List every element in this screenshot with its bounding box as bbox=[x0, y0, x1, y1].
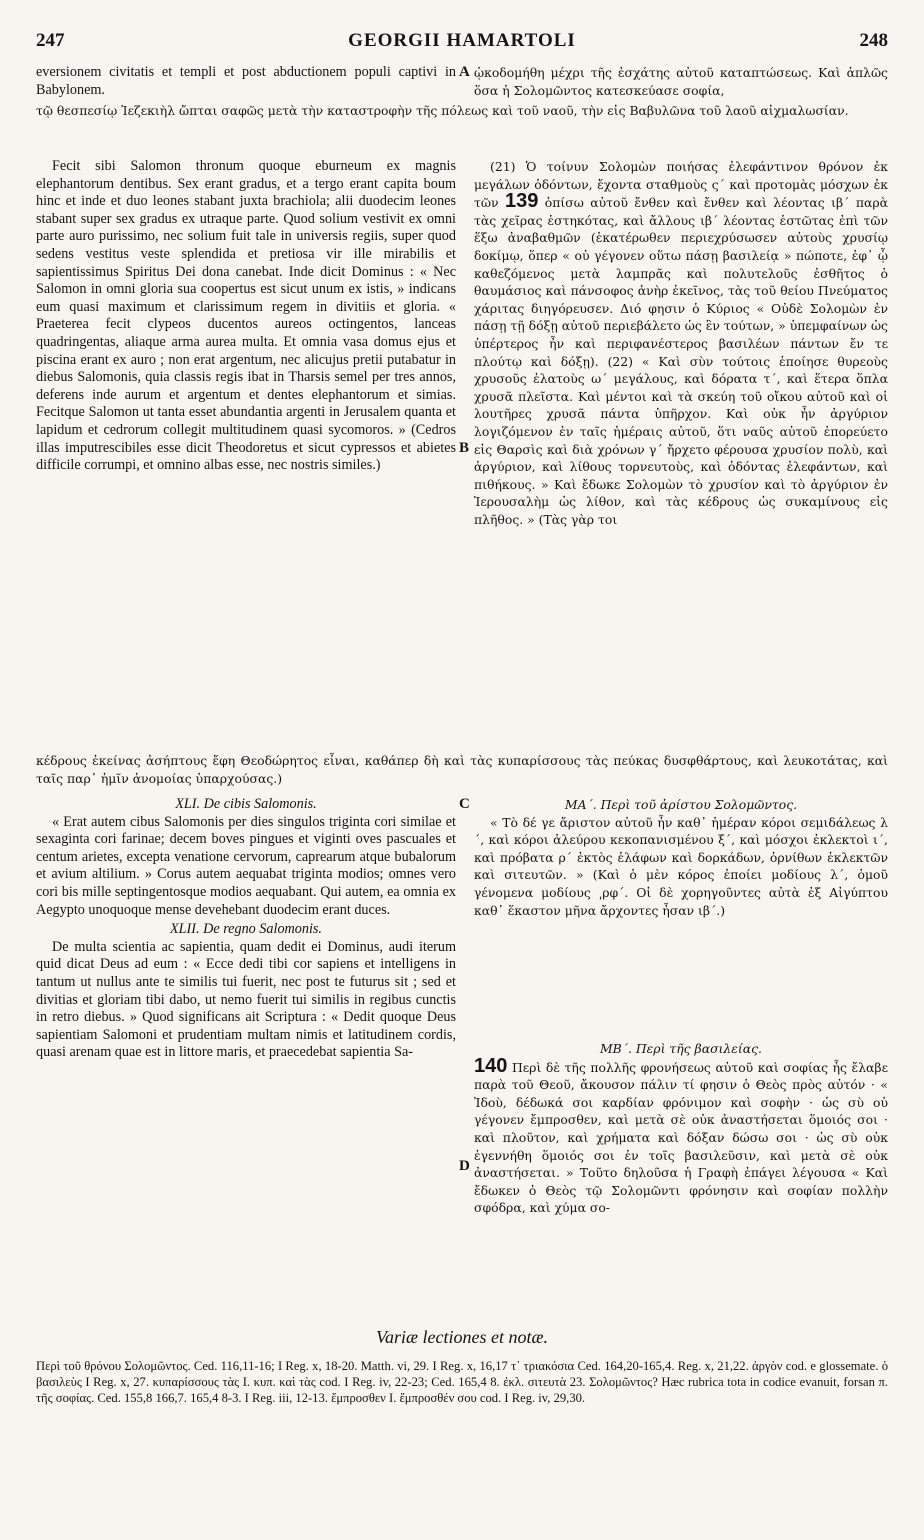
greek-paragraph-2-start: (21) Ὁ τοίνυν Σολομὼν ποιήσας ἐλεφάντινον θρόνον ἐκ μεγάλων ὀδόντων, ἔχοντα σταθμοὺς ς´ καὶ προτομὰς μόσχων ἐκ τῶν bbox=[474, 159, 888, 211]
latin-paragraph-4: De multa scientia ac sapientia, quam dedit ei Dominus, audi iterum quid dicat Deus ad eum : « Ecce dedi tibi cor sapiens et intelligens in tantum ut nullus ante te similis tui fuerit, nec post te futurus sit ; sed et divitias et gloriam tibi dabo, ut nemo fuerit tui similis in regibus cunctis in retro diebus. » Quod significans ait Scriptura : « Dedit quoque Deus sapientiam Salomoni et prudentiam multam nimis et latitudinem cordis, quasi arenam quae est in littore maris, et praecedebat sapientia Sa- bbox=[36, 938, 456, 1061]
greek-paragraph-4 bbox=[474, 1054, 888, 1217]
greek-heading-ma: ΜΑ´. Περὶ τοῦ ἀρίστου Σολομῶντος. bbox=[564, 797, 798, 812]
full-width-line-1: τῷ θεσπεσίῳ Ἰεζεκιὴλ ὤπται σαφῶς μετὰ τὴν καταστροφὴν τῆς πόλεως καὶ τοῦ ναοῦ, τὴν εἰς Βαβυλῶνα τοῦ λαοῦ αἰχμαλωσίαν. bbox=[36, 103, 849, 118]
margin-mark-d: D bbox=[459, 1158, 470, 1174]
greek-paragraph-3: « Τὸ δέ γε ἄριστον αὐτοῦ ἦν καθ᾽ ἡμέραν κόροι σεμιδάλεως λ´, καὶ κόροι ἀλεύρου κεκοπανισμένου ξ´, καὶ μόσχοι ἐκλεκτοὶ ι´, καὶ πρόβατα ρ´ ἐκτὸς ἐλάφων καὶ δορκάδων, ὀρνίθων ἐκλεκτῶν καὶ σιτευτῶν. » (Καὶ ὁ μὲν κόρος ἐποίει μοδίους λ´, ὁμοῦ γένομενα μοδίους ͵ρφ´. Οἱ δὲ χορηγοῦντες αὐτὰ ἐξ Αἰγύπτου καθ᾽ ἕκαστον μῆνα ἄρχοντες ἦσαν ιβ´.) bbox=[474, 814, 888, 918]
column-number-139: 139 bbox=[504, 190, 539, 213]
latin-paragraph-2: Fecit sibi Salomon thronum quoque eburneum ex magnis elephantorum dentibus. Sex erant gradus, et a tergo erant capita boum hinc et inde et duo leones stabant juxta brachiola; alii duodecim leones stabant super sex gradus ex utraque parte. Quod solium vestivit ex omni parte auro purissimo, nec solium fuit tale in universis regiis, super quod sedens vestitus veste splendida et pretiosa vir ille mirabilis et sapientissimus Spiritus Dei dona canebat. Inde dicit Dominus : « Nec Salomon in omni gloria sua coopertus est sicut unum ex istis, » indicans eum quasi maximum et clarissimum regem in divitiis et gloria. « Praeterea fecit clypeos ducentos aureos octingentos, lanceas quadringentas, aliaque arma aurea multa. Et omnia vasa domus ejus et piscina erant ex auro ; non erat argentum, nec alicujus pretii putabatur in diebus Salomonis, quia classis regis ibat in Tharsis semel per tres annos, deferens inde aurum et argentum et dentes elephantorum et simias. Fecitque Salomon ut tanta esset abundantia argenti in Jerusalem quanta et lapidum et cedrorum collegit multitudinem quasi sycomoros. » (Cedros illas imputrescibiles esse dicit Theodoretus et sicut cypressos et abietes difficile corrumpi, et omnino albas esse, nec nostris similes.) bbox=[36, 158, 456, 474]
latin-heading-xli: XLI. De cibis Salomonis. bbox=[175, 796, 317, 812]
notes-title: Variæ lectiones et notæ. bbox=[376, 1327, 548, 1347]
greek-paragraph-2-rest: ὀπίσω αὐτοῦ ἔνθεν καὶ ἔνθεν καὶ λέοντας ιβ´ παρὰ τὰς χεῖρας ἑστηκότας, καὶ ἄλλους ιβ´ λέοντας ἑστῶτας ἐπὶ τῶν ἕξω ἀναβαθμῶν (ἑκατέρωθεν περιεχρύσωσεν αὐτοὺς χρυσίῳ δοκίμῳ, ὅπερ « οὐ γέγονεν οὕτω πάσῃ βασιλείᾳ » πώποτε, ἐφ᾽ ᾧ καθεζόμενος μετὰ λαμπρᾶς καὶ πολυτελοῦς ἐσθῆτος ὁ θαυμάσιος καὶ πάνσοφος ἀνὴρ ἐκεῖνος, τὰς τοῦ θείου Πνεύματος χάριτας διηγόρευσεν. Διό φησιν ὁ Κύριος « Οὐδὲ Σολομὼν ἐν πάσῃ τῇ δόξῃ αὐτοῦ περιεβάλετο ὡς ἓν τούτων, » ὑπεμφαίνων ὡς ὑπέρτερος ἦν καὶ περιφανέστερος βασιλέων πάντων ἔν τε πλούτῳ καὶ δόξῃ). (22) « Καὶ σὺν τούτοις ἐποίησε θυρεοὺς χρυσοῦς ἐλατοὺς ω´ μεγάλους, καὶ δόρατα τ´, καὶ ἕτερα ὅπλα χρυσᾶ πλεῖστα. Καὶ μέντοι καὶ τὰ σκεύη τοῦ οἴκου αὐτοῦ καὶ οἱ λουτῆρες χρυσᾶ πάντα ὑπῆρχον. Καὶ οὐκ ἦν ἀργύριον λογιζόμενον ἐν ταῖς ἡμέραις αὐτοῦ, ὅτι ναῦς αὐτοῦ ἐπορεύετο εἰς Θαρσὶς καὶ διὰ χρόνων γ´ ἤρχετο φέρουσα χρυσίον πολὺ, καὶ ἀργύριον, καὶ λίθους τορνευτοὺς, καὶ ὀδόντας ἐλεφάντων, καὶ πιθήκους. » Καὶ ἔδωκε Σολομὼν τὸ χρυσίον καὶ τὸ ἀργύριον ἐν Ἱερουσαλὴμ ὡς λίθον, καὶ τὰς κέδρους ὡς συκαμίνους εἰς πλῆθος. » (Τὰς γὰρ τοι bbox=[474, 195, 888, 527]
margin-mark-a: A bbox=[459, 64, 470, 80]
greek-paragraph-4-text: Περὶ δὲ τῆς πολλῆς φρονήσεως αὐτοῦ καὶ σοφίας ἧς ἔλαβε παρὰ τοῦ Θεοῦ, ἄκουσον πάλιν τί φησιν ὁ Θεὸς πρὸς αὐτόν · « Ἰδοὺ, δέδωκά σοι καρδίαν φρόνιμον καὶ σοφὴν · ὡς σὺ οὐ γέγονεν ἔμπροσθεν, καὶ μετὰ σὲ οὐκ ἀναστήσεται ὅμοιός σοι · καὶ πλοῦτον, καὶ χρήματα καὶ δόξαν δώσω σοι · ὡς σὺ οὐκ ἐγεννήθη ὅμοιός σοι ἐν τοῖς βασιλεῦσιν, καὶ μετὰ σὲ οὐκ ἀναστήσεται. » Τοῦτο δηλοῦσα ἡ Γραφὴ ἐπάγει λέγουσα « Καὶ ἔδωκεν ὁ Θεὸς τῷ Σολομῶντι φρόνησιν καὶ σοφίαν πολλὴν σφόδρα, καὶ χύμα σο- bbox=[474, 1059, 888, 1216]
greek-column-top bbox=[474, 64, 888, 99]
notes-text: Περὶ τοῦ θρόνου Σολομῶντος. Ced. 116,11-16; I Reg. x, 18-20. Matth. vi, 29. I Reg. x, 16,17 τ᾽ τριακόσια Ced. 164,20-165,4. Reg. x, 21,22. ἀργὸν cod. e glossemate. ὁ βασιλεὺς I Reg. x, 27. κυπαρίσσους τὰς I. κυπ. καὶ τὰς cod. I Reg. iv, 22-23; Ced. 165,4 8. ἐκλ. σιτευτὰ 23. Σολομῶντος? Hæc rubrica tota in codice evanuit, forsan π. τῆς σοφίας. Ced. 155,8 166,7. 165,4 8-3. I Reg. iii, 12-13. ἔμπροσθεν I. ἔμπροσθέν σου cod. I Reg. iv, 29,30. bbox=[36, 1359, 888, 1405]
latin-column-top bbox=[36, 64, 456, 99]
right-page-number: 248 bbox=[859, 30, 888, 51]
greek-paragraph-1: ᾠκοδομήθη μέχρι τῆς ἐσχάτης αὐτοῦ καταπτώσεως. Καὶ ἁπλῶς ὅσα ἡ Σολομῶντος κατεσκεύασε σοφία, bbox=[474, 65, 888, 98]
running-title: GEORGII HAMARTOLI bbox=[348, 30, 576, 51]
left-page-number: 247 bbox=[36, 30, 65, 51]
greek-column-ma bbox=[474, 796, 888, 919]
column-number-140: 140 bbox=[474, 1054, 508, 1077]
margin-mark-c: C bbox=[459, 796, 470, 812]
greek-heading-mb: ΜΒ´. Περὶ τῆς βασιλείας. bbox=[599, 1041, 762, 1056]
latin-paragraph-3: « Erat autem cibus Salomonis per dies singulos triginta cori similae et sexaginta cori farinae; decem boves pingues et viginti oves pascuales et centum arietes, excepta venatione cervorum, caprearum atque bubalorum et avium altilium. » Corus autem aequabat triginta modios; omnes vero cori bis mille septingentosque modios aequabant. Qui autem, ea omnia ex Aegypto unoquoque mense devehebant duodecim erant duces. bbox=[36, 813, 456, 918]
greek-column-mb bbox=[474, 1040, 888, 1217]
latin-heading-xlii: XLII. De regno Salomonis. bbox=[170, 921, 322, 938]
latin-paragraph-1: eversionem civitatis et templi et post abductionem populi captivi in Babylonem. bbox=[36, 64, 456, 98]
full-width-line-2: κέδρους ἐκείνας ἀσήπτους ἔφη Θεοδώρητος εἶναι, καθάπερ δὴ καὶ τὰς κυπαρίσσους τὰς πεύκας δυσφθάρτους, καὶ λευκοτάτας, καὶ ταῖς παρ᾽ ἡμῖν ἀνομοίας ὑπαρχούσας.) bbox=[36, 753, 888, 786]
latin-column-xli bbox=[36, 796, 456, 1062]
page-header bbox=[36, 30, 888, 56]
latin-column-main bbox=[36, 158, 456, 475]
greek-column-main bbox=[474, 158, 888, 528]
greek-paragraph-2 bbox=[474, 158, 888, 528]
margin-mark-b: B bbox=[459, 440, 470, 456]
